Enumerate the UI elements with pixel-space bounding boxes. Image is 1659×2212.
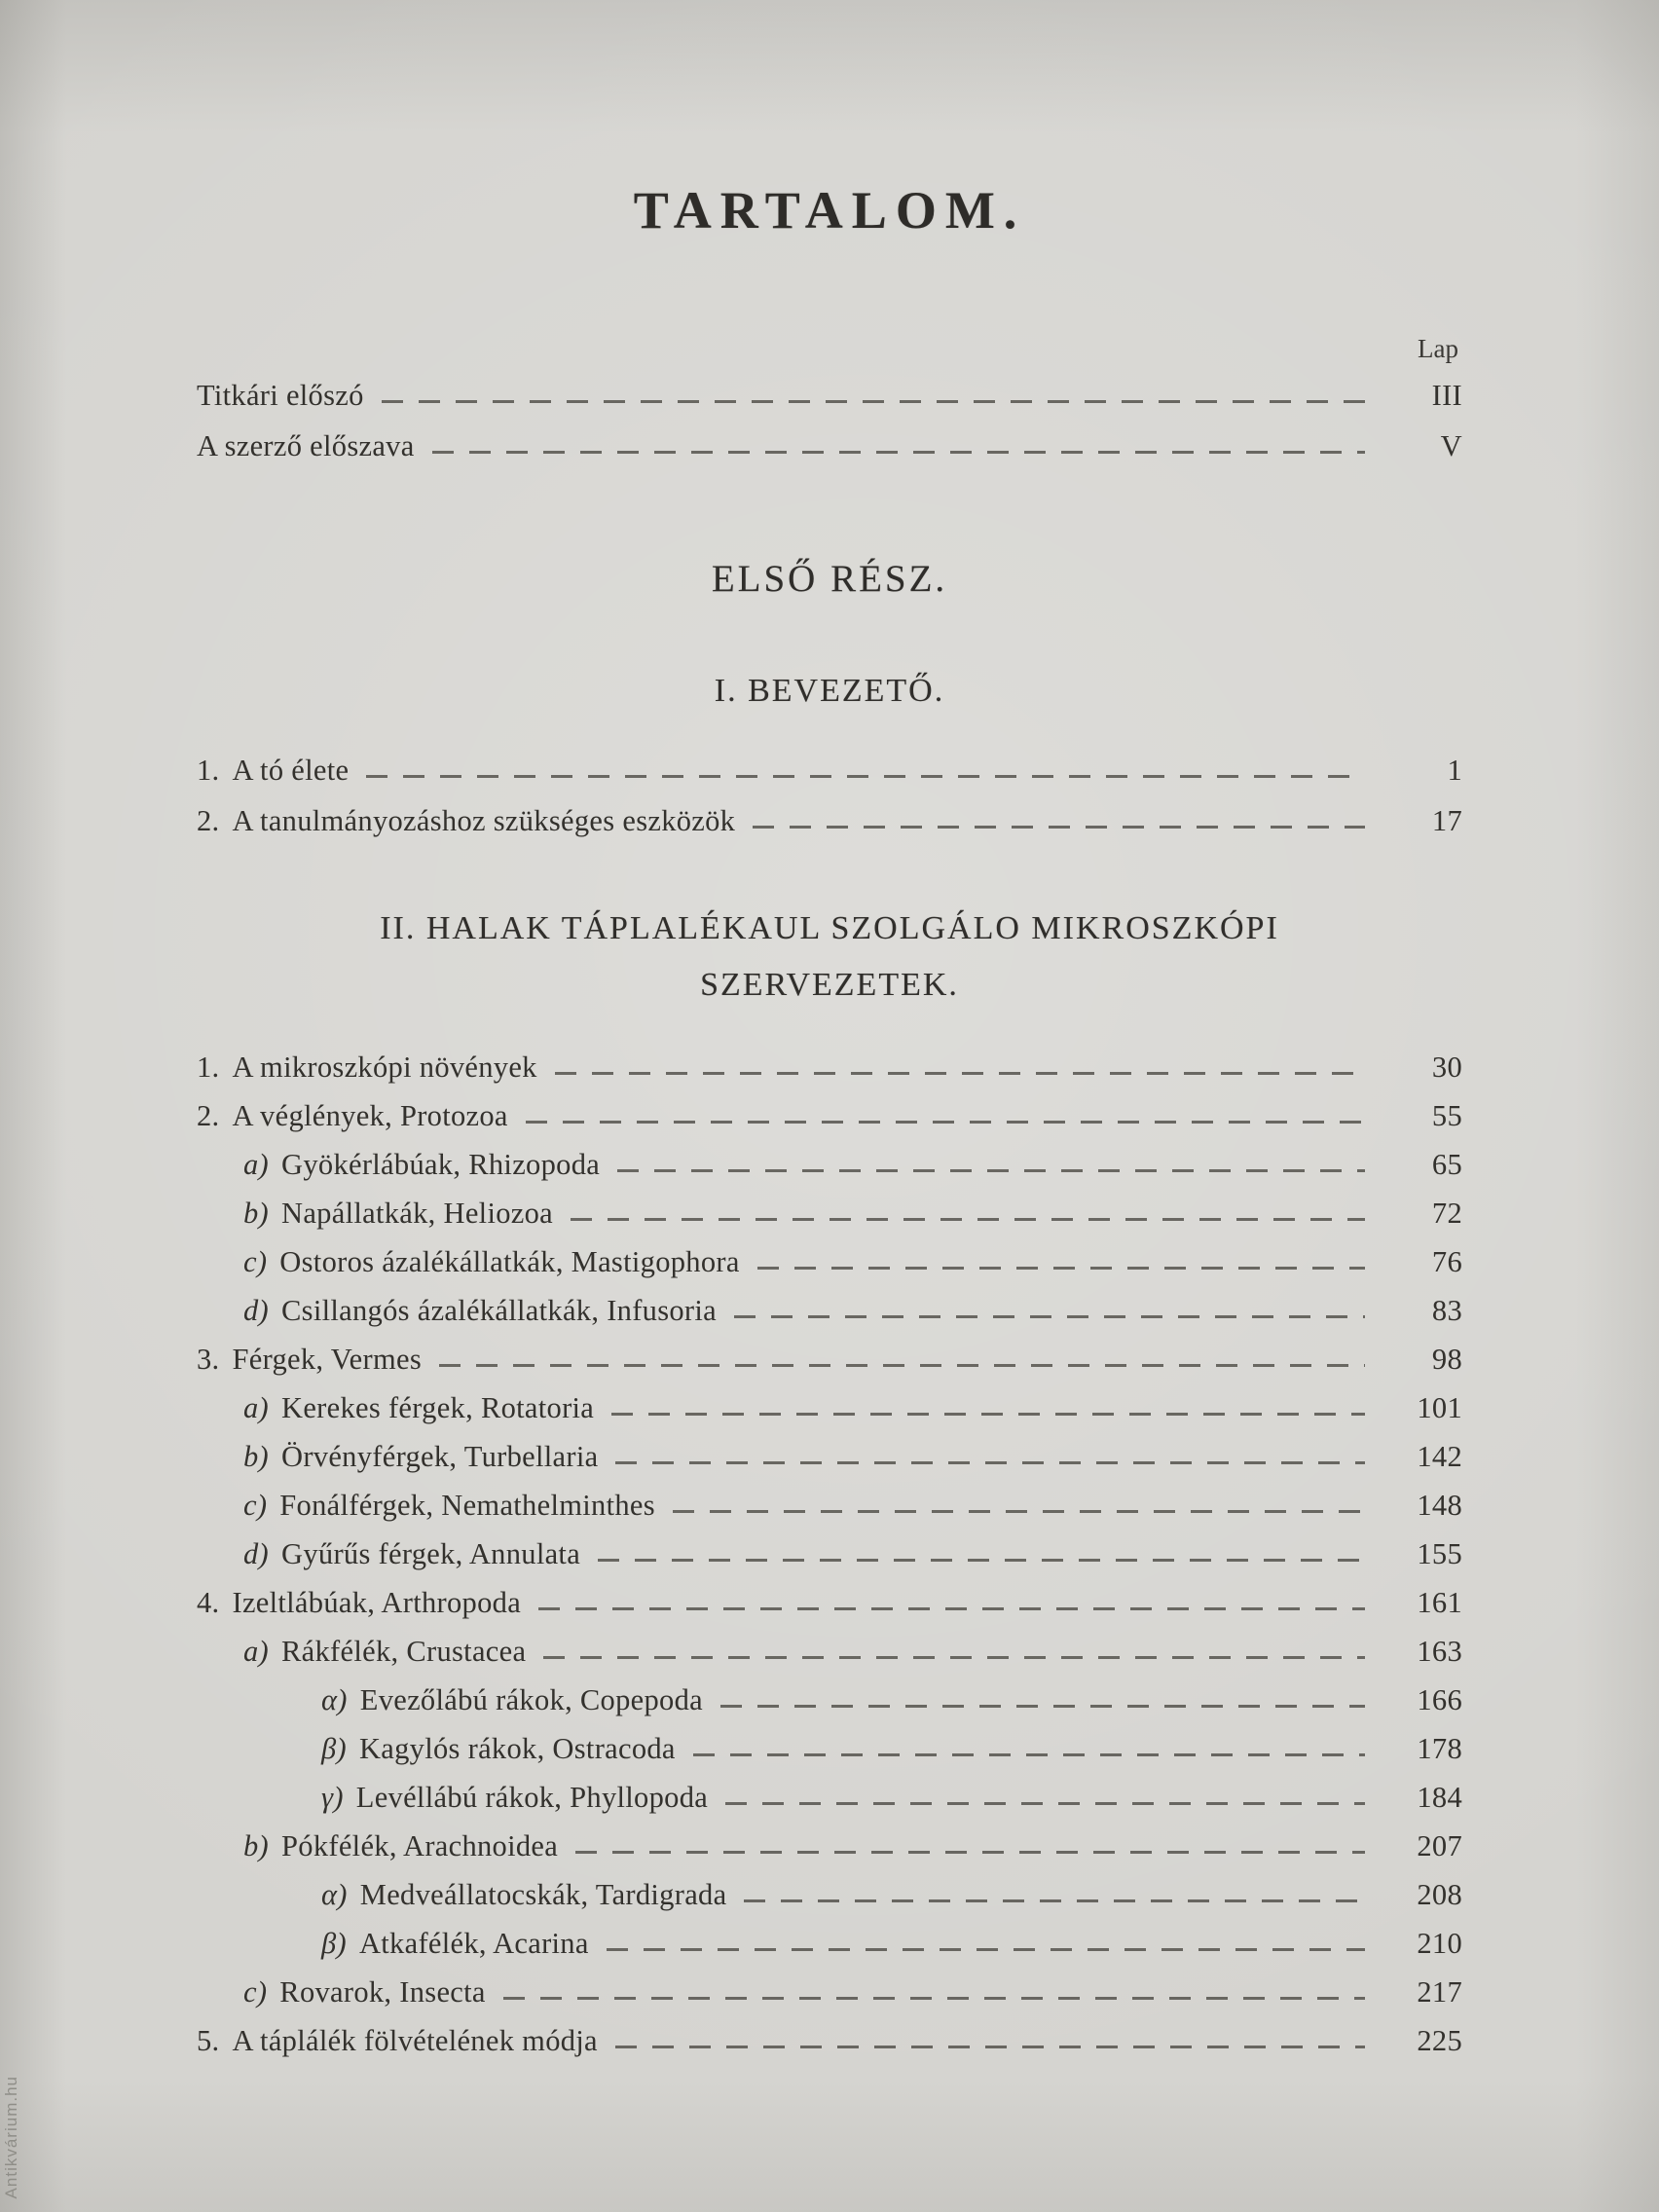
toc-entry-page: 65 bbox=[1431, 1148, 1462, 1181]
toc-entry bbox=[197, 1383, 1462, 1432]
toc-entry bbox=[197, 1140, 1462, 1189]
toc-entry bbox=[197, 1189, 1462, 1237]
toc-entry bbox=[197, 1870, 1462, 1919]
toc-entry-prefix: a) bbox=[243, 1635, 270, 1668]
toc-entry-page: 76 bbox=[1431, 1245, 1462, 1278]
toc-leader bbox=[503, 1997, 1365, 2000]
toc-entry-label: A tanulmányozáshoz szükséges eszközök bbox=[232, 804, 736, 837]
toc-entry-prefix: c) bbox=[243, 1245, 268, 1278]
toc-entry-page: 163 bbox=[1417, 1635, 1462, 1668]
toc-entry bbox=[197, 1968, 1462, 2016]
toc-entry-label: Örvényférgek, Turbellaria bbox=[281, 1440, 599, 1473]
toc-entry-label: A mikroszkópi növények bbox=[232, 1051, 537, 1084]
toc-entry-label: Ostoros ázalékállatkák, Mastigophora bbox=[279, 1245, 740, 1278]
toc-entry-prefix: d) bbox=[243, 1537, 270, 1570]
toc-entry-prefix: 1. bbox=[197, 754, 220, 787]
toc-entry-prefix: 2. bbox=[197, 1099, 220, 1132]
toc-entry-label: Férgek, Vermes bbox=[232, 1343, 422, 1376]
toc-entry-prefix: a) bbox=[243, 1148, 270, 1181]
toc-leader bbox=[611, 1413, 1365, 1416]
toc-leader bbox=[571, 1218, 1365, 1221]
toc-leader bbox=[607, 1948, 1365, 1951]
toc-entry-page: 55 bbox=[1431, 1099, 1462, 1132]
toc-entry-label: Atkafélék, Acarina bbox=[358, 1927, 589, 1960]
toc-leader bbox=[432, 451, 1365, 454]
toc-entry-label: Gyökérlábúak, Rhizopoda bbox=[281, 1148, 601, 1181]
toc-entry-label: Pókfélék, Arachnoidea bbox=[281, 1829, 559, 1862]
toc-entry bbox=[197, 1286, 1462, 1335]
toc-entry-page: 148 bbox=[1417, 1489, 1462, 1522]
page-column-label: Lap bbox=[1418, 334, 1458, 363]
toc-entry-label: Rovarok, Insecta bbox=[279, 1975, 486, 2009]
toc-entry-prefix: 3. bbox=[197, 1343, 220, 1376]
toc-leader bbox=[526, 1121, 1365, 1124]
toc-entry-prefix: b) bbox=[243, 1829, 270, 1862]
toc-entry bbox=[197, 1091, 1462, 1140]
page-title: TARTALOM. bbox=[633, 181, 1026, 240]
toc-entry-label: Gyűrűs férgek, Annulata bbox=[281, 1537, 581, 1570]
toc-leader bbox=[543, 1656, 1365, 1659]
section-halak bbox=[197, 901, 1462, 2065]
toc-entry-label: Titkári előszó bbox=[197, 379, 364, 412]
toc-entry bbox=[197, 1530, 1462, 1578]
toc-entry-page: 83 bbox=[1431, 1294, 1462, 1327]
toc-entry-prefix: c) bbox=[243, 1489, 268, 1522]
toc-entry-label: Napállatkák, Heliozoa bbox=[281, 1197, 553, 1230]
toc-entry-label: Kerekes férgek, Rotatoria bbox=[281, 1391, 595, 1424]
toc-entry-page: 155 bbox=[1417, 1537, 1462, 1570]
toc-entry-label: A tó élete bbox=[232, 754, 350, 787]
toc-leader bbox=[615, 2046, 1365, 2048]
toc-entry-page: 1 bbox=[1447, 754, 1462, 787]
toc-entry-page: 225 bbox=[1417, 2024, 1462, 2057]
toc-leader bbox=[757, 1267, 1365, 1270]
toc-entry-page: 178 bbox=[1417, 1732, 1462, 1765]
toc-leader bbox=[575, 1851, 1365, 1854]
toc-entry bbox=[197, 795, 1462, 846]
toc-leader bbox=[693, 1753, 1365, 1756]
toc-entry-page: 101 bbox=[1417, 1391, 1462, 1424]
toc-entry bbox=[197, 1773, 1462, 1822]
toc-entry-label: A szerző előszava bbox=[197, 429, 415, 462]
toc-leader bbox=[615, 1461, 1365, 1464]
toc-entry bbox=[197, 1335, 1462, 1383]
section-heading-halak bbox=[197, 901, 1462, 1014]
toc-entry bbox=[197, 1822, 1462, 1870]
toc-front-list bbox=[197, 370, 1462, 471]
toc-leader bbox=[382, 400, 1365, 403]
toc-leader bbox=[744, 1899, 1365, 1902]
watermark-text: Antikvárium.hu bbox=[2, 2075, 20, 2198]
toc-entry bbox=[197, 2016, 1462, 2065]
toc-entry-prefix: α) bbox=[321, 1683, 348, 1716]
toc-leader bbox=[538, 1607, 1365, 1610]
toc-entry-prefix: 2. bbox=[197, 804, 220, 837]
toc-entry-page: III bbox=[1431, 379, 1462, 412]
toc-list-section2 bbox=[197, 1043, 1462, 2065]
toc-page bbox=[197, 0, 1462, 2065]
toc-entry-page: 161 bbox=[1417, 1586, 1462, 1619]
toc-entry bbox=[197, 1481, 1462, 1530]
toc-entry bbox=[197, 1578, 1462, 1627]
toc-leader bbox=[366, 775, 1365, 778]
toc-list-section1 bbox=[197, 745, 1462, 846]
toc-entry-page: 72 bbox=[1431, 1197, 1462, 1230]
toc-entry-label: Fonálférgek, Nemathelminthes bbox=[279, 1489, 655, 1522]
toc-entry-prefix: γ) bbox=[321, 1781, 344, 1814]
toc-entry-prefix: b) bbox=[243, 1440, 270, 1473]
toc-entry-prefix: 4. bbox=[197, 1586, 220, 1619]
section-heading-halak-line1: II. HALAK TÁPLALÉKAUL SZOLGÁLO MIKROSZKÓPI bbox=[380, 910, 1279, 946]
toc-leader bbox=[617, 1169, 1365, 1172]
toc-leader bbox=[720, 1705, 1365, 1708]
toc-entry-page: 207 bbox=[1417, 1829, 1462, 1862]
toc-entry-label: Kagylós rákok, Ostracoda bbox=[358, 1732, 676, 1765]
toc-entry-prefix: c) bbox=[243, 1975, 268, 2009]
toc-entry-label: Csillangós ázalékállatkák, Infusoria bbox=[281, 1294, 717, 1327]
toc-entry-prefix: 5. bbox=[197, 2024, 220, 2057]
section-heading-bevezeto: I. BEVEZETŐ. bbox=[714, 673, 945, 709]
toc-entry-page: 184 bbox=[1417, 1781, 1462, 1814]
part-heading: ELSŐ RÉSZ. bbox=[711, 558, 948, 600]
toc-entry bbox=[197, 1043, 1462, 1091]
toc-entry-page: 30 bbox=[1431, 1051, 1462, 1084]
toc-entry bbox=[197, 1724, 1462, 1773]
toc-entry-page: 166 bbox=[1417, 1683, 1462, 1716]
toc-entry bbox=[197, 1919, 1462, 1968]
toc-leader bbox=[439, 1364, 1365, 1367]
toc-entry-prefix: α) bbox=[321, 1878, 348, 1911]
toc-entry bbox=[197, 370, 1462, 421]
toc-entry bbox=[197, 1237, 1462, 1286]
toc-entry bbox=[197, 1676, 1462, 1724]
toc-entry-page: 98 bbox=[1431, 1343, 1462, 1376]
toc-leader bbox=[734, 1315, 1365, 1318]
toc-entry bbox=[197, 421, 1462, 471]
toc-entry-page: 142 bbox=[1417, 1440, 1462, 1473]
toc-entry-label: Izeltlábúak, Arthropoda bbox=[232, 1586, 522, 1619]
toc-entry bbox=[197, 1432, 1462, 1481]
toc-leader bbox=[673, 1510, 1365, 1513]
toc-entry-page: 210 bbox=[1417, 1927, 1462, 1960]
toc-entry bbox=[197, 1627, 1462, 1676]
toc-entry-label: Evezőlábú rákok, Copepoda bbox=[359, 1683, 703, 1716]
toc-entry-label: Levéllábú rákok, Phyllopoda bbox=[355, 1781, 709, 1814]
toc-entry-page: 17 bbox=[1431, 804, 1462, 837]
toc-entry-prefix: a) bbox=[243, 1391, 270, 1424]
toc-entry-label: Medveállatocskák, Tardigrada bbox=[359, 1878, 727, 1911]
toc-entry-prefix: β) bbox=[321, 1927, 347, 1960]
section-heading-halak-line2: SZERVEZETEK. bbox=[700, 967, 959, 1003]
toc-leader bbox=[753, 826, 1365, 829]
toc-leader bbox=[555, 1072, 1365, 1075]
section-bevezeto bbox=[197, 673, 1462, 846]
toc-entry-label: Rákfélék, Crustacea bbox=[281, 1635, 527, 1668]
toc-entry-label: A véglények, Protozoa bbox=[232, 1099, 508, 1132]
toc-entry-prefix: d) bbox=[243, 1294, 270, 1327]
toc-entry-prefix: b) bbox=[243, 1197, 270, 1230]
toc-leader bbox=[598, 1559, 1365, 1562]
toc-entry-page: 208 bbox=[1417, 1878, 1462, 1911]
toc-entry-label: A táplálék fölvételének módja bbox=[232, 2024, 598, 2057]
toc-entry-prefix: β) bbox=[321, 1732, 347, 1765]
toc-entry bbox=[197, 745, 1462, 795]
toc-entry-page: 217 bbox=[1417, 1975, 1462, 2009]
toc-entry-prefix: 1. bbox=[197, 1051, 220, 1084]
toc-leader bbox=[725, 1802, 1365, 1805]
toc-entry-page: V bbox=[1440, 429, 1462, 462]
